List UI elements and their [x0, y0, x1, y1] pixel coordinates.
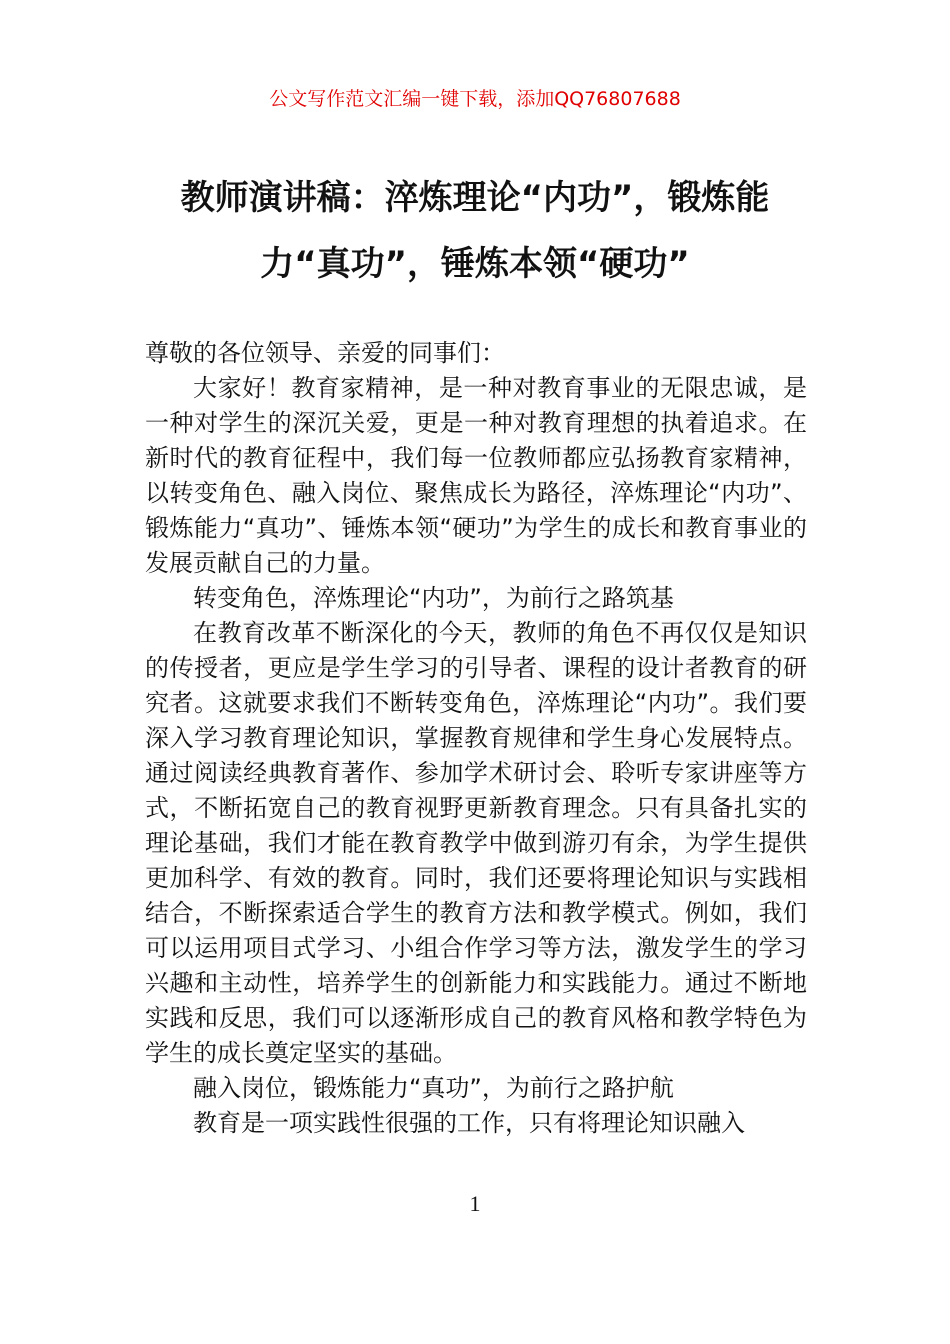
document-body: [145, 336, 807, 1141]
document-title: [145, 172, 805, 290]
title-line-1: 教师演讲稿：淬炼理论“内功”，锻炼能: [180, 178, 770, 218]
header-note: 公文写作范文汇编一键下载，添加QQ76807688: [269, 88, 681, 110]
paragraph-section-1: 在教育改革不断深化的今天，教师的角色不再仅仅是知识的传授者，更应是学生学习的引导者、课程的设计者教育的研究者。这就要求我们不断转变角色，淬炼理论“内功”。我们要深入学习教育理论知识，掌握教育规律和学生身心发展特点。通过阅读经典教育著作、参加学术研讨会、聆听专家讲座等方式，不断拓宽自己的教育视野更新教育理念。只有具备扎实的理论基础，我们才能在教育教学中做到游刃有余，为学生提供更加科学、有效的教育。同时，我们还要将理论知识与实践相结合，不断探索适合学生的教育方法和教学模式。例如，我们可以运用项目式学习、小组合作学习等方法，激发学生的学习兴趣和主动性，培养学生的创新能力和实践能力。通过不断地实践和反思，我们可以逐渐形成自己的教育风格和教学特色为学生的成长奠定坚实的基础。: [145, 619, 807, 1067]
section-heading-1: 转变角色，淬炼理论“内功”，为前行之路筑基: [193, 584, 674, 612]
paragraph-intro: 大家好！教育家精神，是一种对教育事业的无限忠诚，是一种对学生的深沉关爱，更是一种对教育理想的执着追求。在新时代的教育征程中，我们每一位教师都应弘扬教育家精神，以转变角色、融入岗位、聚焦成长为路径，淬炼理论“内功”、锻炼能力“真功”、锤炼本领“硬功”为学生的成长和教育事业的发展贡献自己的力量。: [145, 374, 807, 577]
salutation: 尊敬的各位领导、亲爱的同事们：: [145, 339, 505, 367]
section-heading-2: 融入岗位，锻炼能力“真功”，为前行之路护航: [193, 1074, 674, 1102]
paragraph-section-2: 教育是一项实践性很强的工作，只有将理论知识融入: [193, 1109, 745, 1137]
title-line-2: 力“真功”，锤炼本领“硬功”: [260, 244, 690, 284]
page-number: 1: [469, 1191, 481, 1216]
